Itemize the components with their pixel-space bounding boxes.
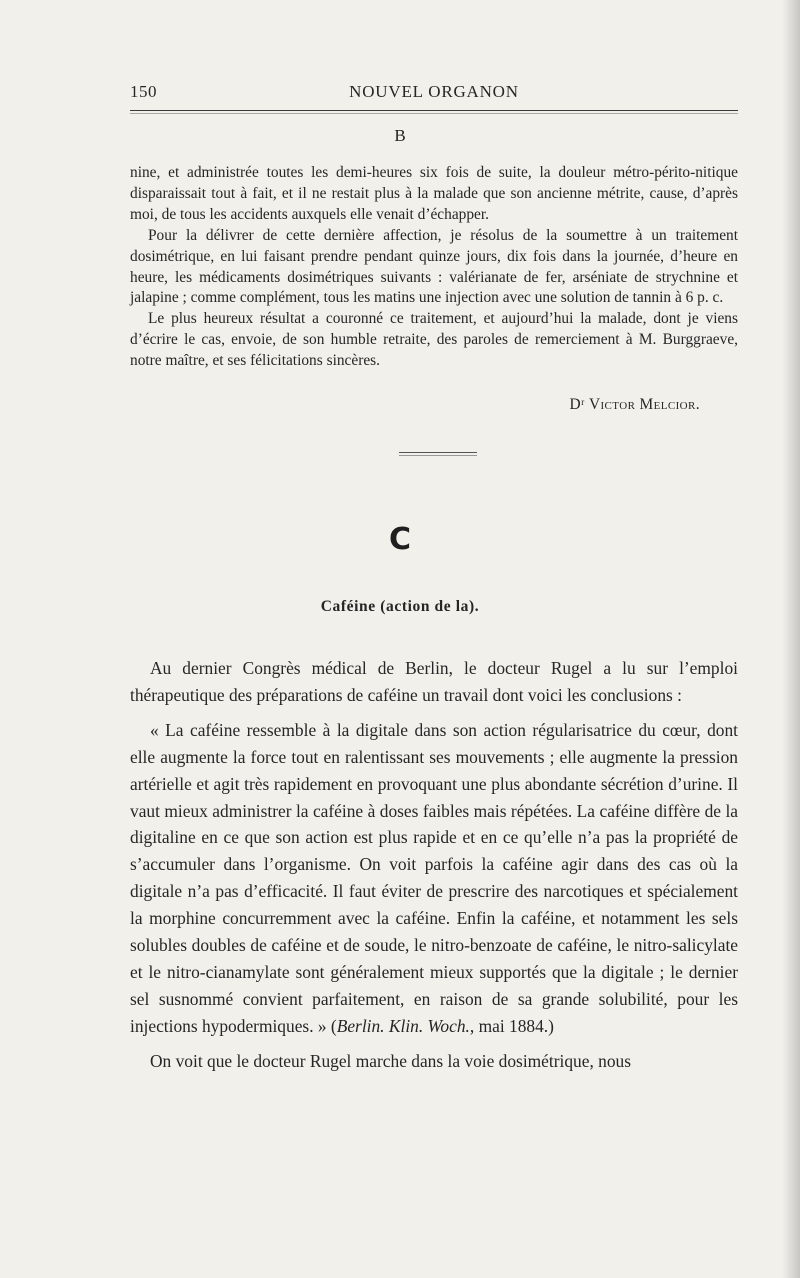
section-b-text: [130, 163, 738, 372]
paragraph-intro: Au dernier Congrès médical de Berlin, le docteur Rugel a lu sur l’emploi thérapeutique des préparations de caféine un travail dont voici les conclusions :: [130, 658, 738, 705]
quote-text: « La caféine ressemble à la digitale dans son action régularisatrice du cœur, dont elle augmente la force tout en ralentissant ses mouvements ; elle augmente la pression artérielle et agit très rapidement en provoquant une plus abondante sécrétion d’urine. Il vaut mieux administrer la caféine à doses faibles mais répétées. La caféine diffère de la digitaline en ce que son action est plus rapide et en ce qu’elle n’a pas la propriété de s’accumuler dans l’organisme. On voit parfois la caféine agir dans des cas où la digitale n’a pas d’efficacité. Il faut éviter de prescrire des narcotiques et spécialement la morphine concurremment avec la caféine. Enfin la caféine, et notamment les sels solubles doubles de caféine et de soude, le nitro-benzoate de caféine, le nitro-salicylate et le nitro-cianamylate sont généralement mieux supportés que la digitale ; le dernier sel susnommé convient parfaitement, en raison de sa grande solubilité, pour les injections hypodermiques. » (: [130, 719, 738, 1036]
signature-name: Victor Melcior.: [588, 396, 700, 413]
article-heading: Caféine (action de la).: [320, 598, 480, 615]
section-c-text: [130, 655, 738, 1075]
page-edge-shadow: [782, 0, 800, 1278]
page-number: 150: [130, 82, 157, 101]
paragraph-conclusion: On voit que le docteur Rugel marche dans la voie dosimétrique, nous: [150, 1050, 632, 1071]
section-letter-c: C: [388, 522, 412, 557]
paragraph-continuation: nine, et administrée toutes les demi-heures six fois de suite, la douleur métro-périto-nitique disparaissait tout à fait, et il ne restait plus à la malade que son ancienne métrite, cause, d’après moi, de tous les accidents auxquels elle venait d’échapper.: [130, 164, 738, 223]
paragraph-treatment: Pour la délivrer de cette dernière affection, je résolus de la soumettre à un traitement dosimétrique, en lui faisant prendre pendant quinze jours, dix fois dans la journée, d’heure en heure, les médicaments dosimétriques suivants : valérianate de fer, arséniate de strychnine et jalapine ; comme complément, tous les matins une injection avec une solution de tannin à 6 p. c.: [130, 226, 738, 307]
running-title: NOUVEL ORGANON: [349, 82, 519, 101]
paragraph-result: Le plus heureux résultat a couronné ce traitement, et aujourd’hui la malade, dont je viens d’écrire le cas, envoie, de son humble retraite, des paroles de remerciement à M. Burggraeve, notre maître, et ses félicitations sincères.: [130, 310, 738, 370]
separator-rule: [399, 452, 477, 453]
header-rule-secondary: [130, 113, 738, 114]
quote-date: , mai 1884.): [469, 1015, 554, 1036]
paragraph-quote: [130, 717, 738, 1040]
separator-rule-secondary: [399, 455, 477, 456]
signature-title: Dʳ: [569, 396, 585, 413]
section-letter-b: B: [394, 126, 406, 145]
header-rule: [130, 110, 738, 111]
quote-source: Berlin. Klin. Woch.: [336, 1015, 470, 1036]
page-header: [130, 82, 738, 104]
signature: [130, 396, 700, 414]
